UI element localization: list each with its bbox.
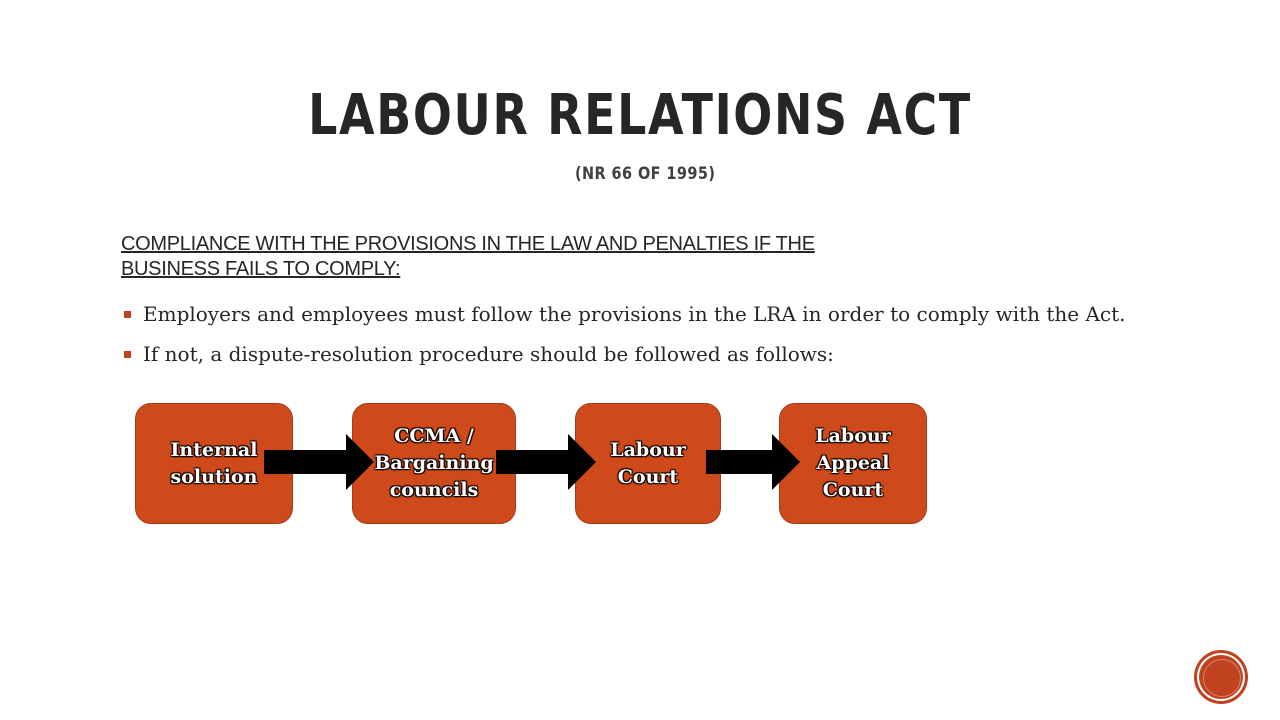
flow-step-labour-court: [575, 403, 721, 524]
slide-subtitle: (NR 66 OF 1995): [575, 164, 716, 184]
right-arrow-icon: [706, 434, 800, 490]
flow-step-label: Labour Appeal Court: [815, 425, 891, 501]
flow-step-labour-appeal-court: [779, 403, 927, 524]
slide-navigation-button[interactable]: [1197, 653, 1245, 701]
flow-step-label: Internal solution: [170, 438, 258, 488]
right-arrow-icon: [264, 434, 374, 490]
flow-step-label: CCMA / Bargaining councils: [374, 425, 494, 501]
flow-step-label: Labour Court: [610, 438, 686, 488]
section-heading-line-1: COMPLIANCE WITH THE PROVISIONS IN THE LAW AND PENALTIES IF THE: [121, 233, 815, 255]
right-arrow-icon: [496, 434, 596, 490]
flow-step-ccma: [352, 403, 516, 524]
bullet-text: Employers and employees must follow the provisions in the LRA in order to comply with the Act.: [143, 302, 1126, 326]
slide-title: LABOUR RELATIONS ACT: [308, 83, 972, 148]
section-heading-line-2: BUSINESS FAILS TO COMPLY:: [121, 258, 401, 280]
bullet-text: If not, a dispute-resolution procedure should be followed as follows:: [143, 342, 834, 366]
